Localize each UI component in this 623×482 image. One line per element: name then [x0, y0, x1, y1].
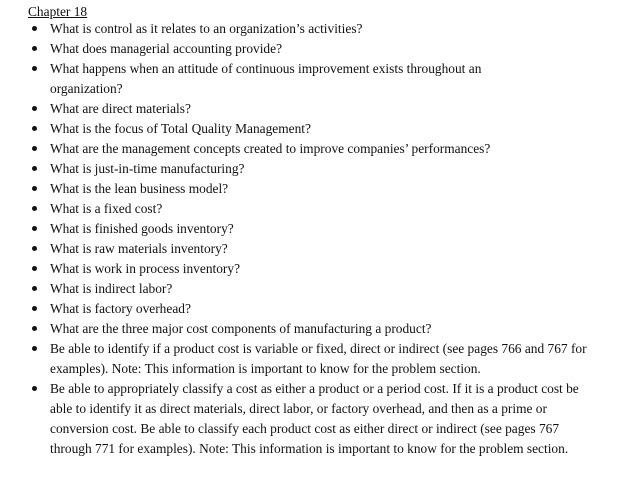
- question-text: What is factory overhead?: [50, 301, 191, 316]
- bullet-icon: [32, 126, 37, 131]
- bullet-icon: [32, 226, 37, 231]
- question-text: What are the three major cost components of manufacturing a product?: [50, 321, 432, 336]
- question-text: What does managerial accounting provide?: [50, 41, 283, 56]
- question-text: What is the focus of Total Quality Management?: [50, 121, 311, 136]
- question-text: What is just-in-time manufacturing?: [50, 161, 245, 176]
- bullet-icon: [32, 186, 37, 191]
- list-item: [0, 19, 600, 39]
- question-text: What is finished goods inventory?: [50, 221, 234, 236]
- list-item: [0, 319, 600, 339]
- bullet-icon: [32, 246, 37, 251]
- bullet-icon: [32, 66, 37, 71]
- list-item: [0, 239, 600, 259]
- question-text: Be able to appropriately classify a cost as either a product or a period cost. If it is a product cost be able to identify it as direct materials, direct labor, or factory overhead, and then as a prime or conversion cost. Be able to classify each product cost as either direct or indirect (see pages 767 through 771 for examples). Note: This information is important to know for the problem section.: [50, 381, 579, 456]
- bullet-icon: [32, 206, 37, 211]
- question-list: [0, 19, 600, 459]
- question-text: What is control as it relates to an organization’s activities?: [50, 21, 363, 36]
- question-text: What are the management concepts created to improve companies’ performances?: [50, 141, 491, 156]
- list-item: [0, 339, 600, 379]
- question-text: What is a fixed cost?: [50, 201, 163, 216]
- question-text: What is raw materials inventory?: [50, 241, 228, 256]
- list-item: [0, 119, 600, 139]
- list-item: [0, 279, 600, 299]
- question-text: What are direct materials?: [50, 101, 191, 116]
- bullet-icon: [32, 326, 37, 331]
- bullet-icon: [32, 286, 37, 291]
- bullet-icon: [32, 266, 37, 271]
- bullet-icon: [32, 306, 37, 311]
- bullet-icon: [32, 146, 37, 151]
- list-item: [0, 379, 600, 459]
- question-text: What is indirect labor?: [50, 281, 173, 296]
- bullet-icon: [32, 386, 37, 391]
- list-item: [0, 259, 600, 279]
- list-item: [0, 179, 600, 199]
- bullet-icon: [32, 26, 37, 31]
- list-item: [0, 99, 600, 119]
- list-item: [0, 59, 600, 99]
- list-item: [0, 139, 600, 159]
- bullet-icon: [32, 46, 37, 51]
- question-text: What is the lean business model?: [50, 181, 229, 196]
- list-item: [0, 39, 600, 59]
- bullet-icon: [32, 106, 37, 111]
- bullet-icon: [32, 166, 37, 171]
- question-text: Be able to identify if a product cost is variable or fixed, direct or indirect (see pages 766 and 767 for examples). Note: This information is important to know for the problem section.: [50, 341, 587, 376]
- question-text: What happens when an attitude of continuous improvement exists throughout an organization?: [50, 61, 482, 96]
- chapter-title: Chapter 18: [28, 4, 88, 19]
- list-item: [0, 299, 600, 319]
- list-item: [0, 199, 600, 219]
- list-item: [0, 159, 600, 179]
- list-item: [0, 219, 600, 239]
- bullet-icon: [32, 346, 37, 351]
- question-text: What is work in process inventory?: [50, 261, 241, 276]
